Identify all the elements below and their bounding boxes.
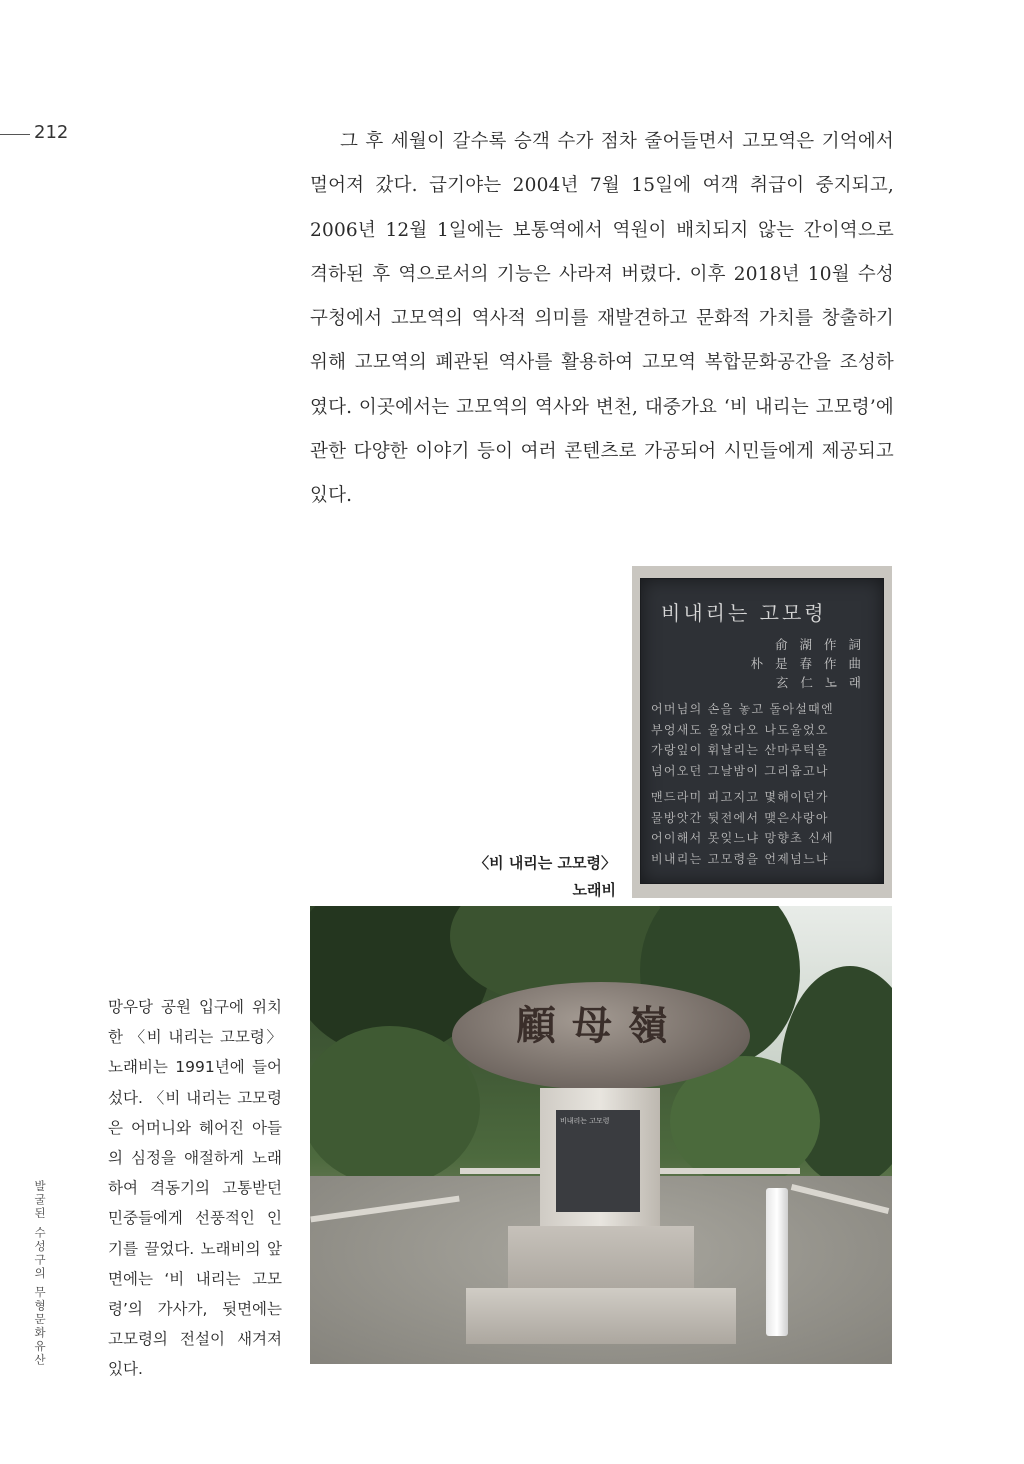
lyric-line: 비내리는 고모령을 언제넘느냐 <box>651 851 829 866</box>
lyric-line: 어이해서 못잊느냐 망향초 신세 <box>651 831 834 845</box>
lyric-line: 맨드라미 피고지고 몇해이던가 <box>651 790 829 804</box>
stone-base-lower <box>466 1288 736 1344</box>
stone-railing <box>660 1168 800 1174</box>
monument-photo-caption <box>440 850 616 904</box>
body-paragraph: 그 후 세월이 갈수록 승객 수가 점차 줄어들면서 고모역은 기억에서 멀어져 갔다. 급기야는 2004년 7월 15일에 여객 취급이 중지되고, 2006년 12월 1일에는 보통역에서 역원이 배치되지 않는 간이역으로 격하된 후 역으로서의 기능은 사라져 버렸다. 이후 2018년 10월 수성구청에서 고모역의 역사적 의미를 재발견하고 문화적 가치를 창출하기 위해 고모역의 폐관된 역사를 활용하여 고모역 복합문화공간을 조성하였다. 이곳에서는 고모역의 역사와 변천, 대중가요 ‘비 내리는 고모령’에 관한 다양한 이야기 등이 여러 콘텐츠로 가공되어 시민들에게 제공되고 있다. <box>310 131 894 507</box>
caption-line-subtitle: 노래비 <box>572 881 616 899</box>
lyric-line: 가랑잎이 휘날리는 산마루턱을 <box>651 743 829 757</box>
lyric-line: 물방앗간 뒷전에서 맺은사랑아 <box>651 810 829 825</box>
lyric-line: 넘어오던 그날밤이 그리웁고나 <box>651 763 829 778</box>
pillar-plaque-title: 비내리는 고모령 <box>560 1117 610 1125</box>
lyric-line: 부엉새도 울었다오 나도울었오 <box>651 722 829 737</box>
body-text-block <box>310 120 894 519</box>
page-number-rule <box>0 134 30 135</box>
monument-credits <box>751 635 865 692</box>
monument-credit-singer: 玄 仁 노 래 <box>775 675 865 690</box>
lyric-line: 어머님의 손을 놓고 돌아설때엔 <box>651 702 834 716</box>
monument-lyrics <box>651 699 875 869</box>
caption-line-title: 〈비 내리는 고모령〉 <box>474 854 616 872</box>
page-number: 212 <box>34 122 69 143</box>
white-audio-post <box>766 1188 788 1336</box>
running-title: 발굴된 수성구의 무형문화유산 <box>33 1180 47 1367</box>
side-caption: 망우당 공원 입구에 위치한 〈비 내리는 고모령〉 노래비는 1991년에 들어섰다. 〈비 내리는 고모령은 어머니와 헤어진 아들의 심정을 애절하게 노래하여 격동기의 고통받던 민중들에게 선풍적인 인기를 끌었다. 노래비의 앞면에는 ‘비 내리는 고모령’의 가사가, 뒷면에는 고모령의 전설이 새겨져 있다. <box>108 998 282 1379</box>
stone-railing <box>460 1168 550 1174</box>
monument-slab <box>640 578 884 884</box>
pillar-plaque <box>556 1110 640 1212</box>
park-monument-photo <box>310 906 892 1364</box>
song-monument-photo <box>632 566 892 898</box>
monument-credit-lyricist: 俞 湖 作 詞 <box>775 637 865 652</box>
monument-credit-composer: 朴 是 春 作 曲 <box>750 656 865 671</box>
stone-inscription: 顧母嶺 <box>516 1002 684 1049</box>
tree <box>310 1026 480 1186</box>
monument-title: 비내리는 고모령 <box>661 601 827 625</box>
